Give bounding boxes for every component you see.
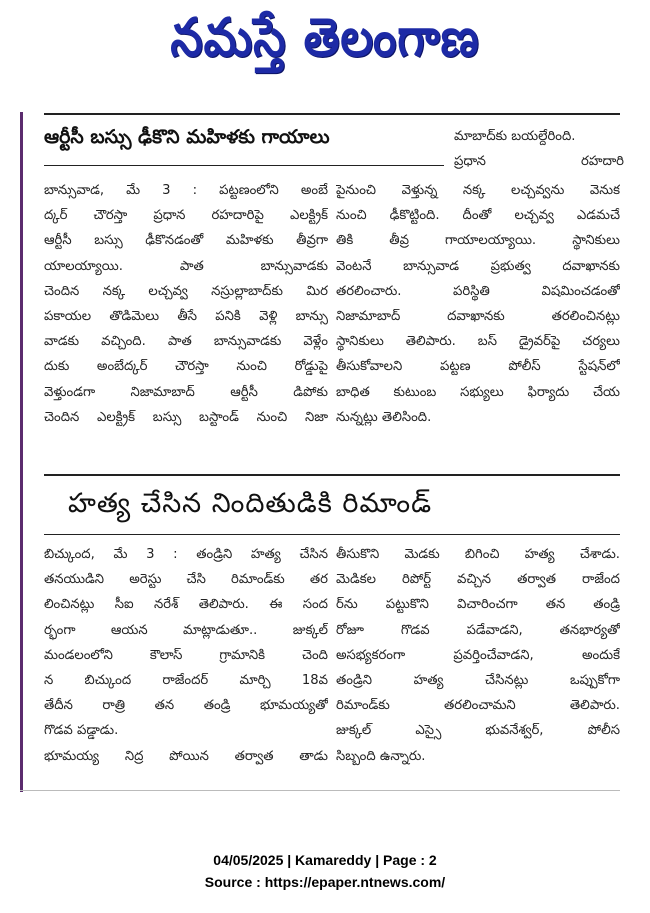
text-line: తనయుడిని అరెస్టు చేసి రిమాండ్‌కు తర	[44, 572, 328, 588]
article1-right-column	[336, 178, 620, 430]
text-line: పకాయల తొడిమెలు తీసే పనికి వెళ్లి బాన్సు	[44, 309, 328, 325]
text-line: బిచ్కుంద, మే 3 : తండ్రిని హత్య చేసిన	[44, 547, 328, 562]
text-line: వాడకు వచ్చింది. పాత బాన్సువాడకు వెళ్లేం	[44, 334, 328, 350]
text-line: తండ్రిని హత్య చేసినట్లు ఒప్పుకోగా	[336, 673, 620, 689]
article1-headline: ఆర్టీసీ బస్సు ఢీకొని మహిళకు గాయాలు	[44, 126, 330, 148]
text-line: తరలించారు. పరిస్థితి విషమించడంతో	[336, 283, 620, 299]
text-line: ర్‌ను పట్టుకొని విచారించగా తన తండ్రి	[336, 597, 620, 613]
text-line: రిమాండ్‌కు తరలించామని తెలిపారు.	[336, 698, 620, 714]
article2-left-column	[44, 542, 328, 769]
text-line: న బిచ్కుంద రాజేందర్ మార్చి 18వ	[44, 673, 328, 689]
text-line: నుంచి ఢీకొట్టింది. దీంతో లచ్చవ్వ ఎడమచే	[336, 208, 620, 224]
text-line: నున్నట్లు తెలిసింది.	[336, 409, 432, 425]
text-line: వెంటనే బాన్సువాడ ప్రభుత్వ దవాఖానకు	[336, 258, 620, 274]
text-line: ద్కర్ చౌరస్తా ప్రధాన రహదారిపై ఎలక్ట్రిక్	[44, 208, 328, 224]
article2-headline-rule	[44, 534, 620, 535]
clipping-bottom-rule	[20, 790, 620, 791]
text-line: వెళ్తుండగా నిజామాబాద్ ఆర్టీసీ డిపోకు	[44, 384, 328, 400]
source-link[interactable]: Source : https://epaper.ntnews.com/	[204, 874, 446, 890]
text-line: యాలయ్యాయి. పాత బాన్సువాడకు	[44, 258, 328, 274]
article1-top-rule	[44, 113, 620, 115]
text-line: అసభ్యకరంగా ప్రవర్తించేవాడని, అందుకే	[336, 647, 620, 663]
text-line: నిజామాబాద్ దవాఖానకు తరలించినట్లు	[336, 309, 620, 325]
article1-left-column	[44, 178, 328, 430]
text-line: పైనుంచి వెళ్తున్న నక్క లచ్చవ్వను వెనుక	[336, 183, 620, 198]
article2-right-column	[336, 542, 620, 769]
text-line: రోజూ గొడవ పడేవాడని, తనభార్యతో	[336, 622, 620, 638]
article2-top-rule	[44, 474, 620, 476]
text-line: తీసుకోవాలని పట్టణ పోలీస్ స్టేషన్‌లో	[336, 359, 620, 375]
text-line: స్థానికులు తెలిపారు. బస్ డ్రైవర్‌పై చర్యలు	[336, 334, 620, 350]
text-line: మెడికల రిపోర్ట్ వచ్చిన తర్వాత రాజేంద	[336, 572, 620, 588]
article1-right-top	[454, 124, 624, 174]
article1-right-top-line: ప్రధాన రహదారి	[454, 154, 624, 170]
text-line: తేదీన రాత్రి తన తండ్రి భూమయ్యతో	[44, 698, 328, 714]
article1-headline-rule	[44, 165, 444, 166]
text-line: తికి తీవ్ర గాయాలయ్యాయి. స్థానికులు	[336, 233, 620, 249]
text-line: ర్భంగా ఆయన మాట్లాడుతూ.. జుక్కల్	[44, 622, 328, 638]
text-line: గొడవ పడ్డాడు.	[44, 723, 119, 739]
text-line: మండలంలోని కౌలాస్ గ్రామానికి చెంది	[44, 647, 328, 663]
text-line: లించినట్లు సీఐ నరేశ్ తెలిపారు. ఈ సంద	[44, 597, 328, 613]
text-line: దుకు అంబేద్కర్ చౌరస్తా నుంచి రోడ్డుపై	[44, 359, 328, 375]
newspaper-title: నమస్తే తెలంగాణ	[170, 6, 480, 69]
article2-headline: హత్య చేసిన నిందితుడికి రిమాండ్	[68, 488, 433, 519]
edition-info: 04/05/2025 | Kamareddy | Page : 2	[213, 852, 437, 868]
text-line: బాధిత కుటుంబ సభ్యులు ఫిర్యాదు చేయ	[336, 384, 620, 400]
text-line: బాన్సువాడ, మే 3 : పట్టణంలోని అంబే	[44, 183, 328, 198]
text-line: చెందిన ఎలక్ట్రిక్ బస్సు బస్టాండ్ నుంచి నిజా	[44, 409, 328, 425]
text-line: భూమయ్య నిద్ర పోయిన తర్వాత తాడు	[44, 748, 328, 764]
masthead	[0, 0, 650, 88]
text-line: సిబ్బంది ఉన్నారు.	[336, 748, 426, 764]
article1-right-top-line: మాబాద్‌కు బయల్దేరింది.	[454, 129, 576, 144]
text-line: జుక్కల్ ఎస్సై భువనేశ్వర్, పోలీస	[336, 723, 620, 739]
text-line: చెందిన నక్క లచ్చవ్వ నస్రుల్లాబాద్‌కు మిర	[44, 283, 328, 299]
text-line: ఆర్టీసీ బస్సు ఢీకొనడంతో మహిళకు తీవ్రగా	[44, 233, 328, 249]
text-line: తీసుకొని మెడకు బిగించి హత్య చేశాడు.	[336, 547, 620, 562]
